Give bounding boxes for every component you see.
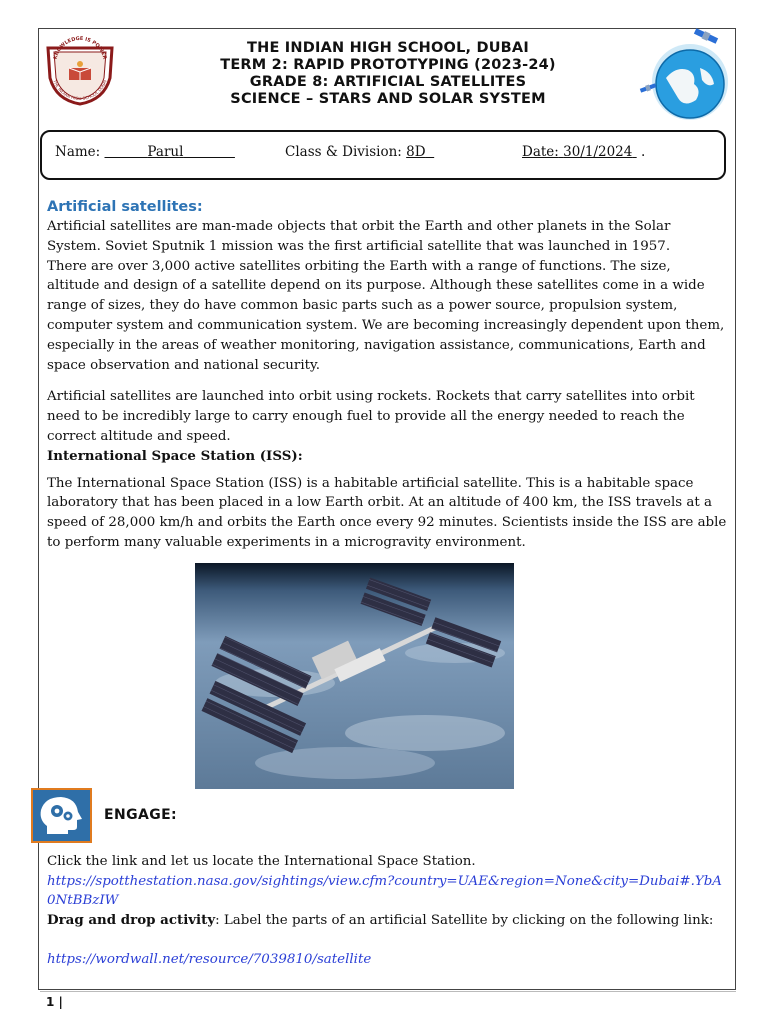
iss-photo (195, 563, 514, 789)
paragraph-intro: Artificial satellites are man-made objects that orbit the Earth and other planets in the Solar System. Soviet Sputnik 1 mission was the first artificial satellite that was launched in 1957. (47, 219, 671, 254)
activities-section (47, 852, 727, 970)
grade-title: GRADE 8: ARTIFICIAL SATELLITES (249, 74, 527, 90)
term-title: TERM 2: RAPID PROTOTYPING (2023-24) (220, 57, 556, 73)
wordwall-link[interactable]: https://wordwall.net/resource/7039810/satellite (47, 952, 372, 968)
drag-drop-instructions: : Label the parts of an artificial Satellite by clicking on the following link: (215, 912, 714, 928)
subject-title: SCIENCE – STARS AND SOLAR SYSTEM (230, 91, 546, 107)
school-logo (44, 34, 116, 106)
school-name: THE INDIAN HIGH SCHOOL, DUBAI (247, 40, 529, 56)
student-info-box (40, 130, 726, 180)
paragraph-iss: The International Space Station (ISS) is a habitable artificial satellite. This is a habitable space laboratory that has been placed in a low Earth orbit. At an altitude of 400 km, the ISS travels at a speed of 28,000 km/h and orbits the Earth once every 92 minutes. Scientists inside the ISS are able to perform many valuable experiments in a microgravity environment. (47, 475, 727, 550)
engage-label: ENGAGE: (104, 807, 178, 823)
spot-the-station-link-container (47, 872, 727, 911)
main-content (47, 198, 727, 553)
paragraph-active-satellites: There are over 3,000 active satellites orbiting the Earth with a range of functions. The size, altitude and design of a satellite depend on its purpose. Although these satellites come in a wide range of sizes, they do have common basic parts such as a power source, propulsion system, computer system and communication system. We are becoming increasingly dependent upon them, especially in the areas of weather monitoring, navigation assistance, communications, Earth and space observation and national security. (47, 258, 725, 373)
class-value: 8D (406, 144, 426, 160)
name-field (55, 144, 235, 160)
head-gears-icon (31, 788, 92, 843)
date-field: Date: 30/1/2024 . (522, 144, 646, 160)
name-value: Parul (147, 144, 184, 160)
class-field (285, 144, 434, 160)
paragraph-rockets: Artificial satellites are launched into orbit using rockets. Rockets that carry satellites into orbit need to be incredibly large to carry enough fuel to provide all the energy needed to reach the correct altitude and speed. (47, 389, 695, 444)
drag-drop-label: Drag and drop activity (47, 911, 216, 928)
name-label: Name: (55, 144, 101, 160)
document-header (140, 40, 636, 108)
logo-motto: KNOWLEDGE IS POWER (52, 35, 108, 61)
date-label: Date: 30/1/2024 (522, 144, 633, 160)
drag-drop-text (47, 911, 727, 931)
class-label: Class & Division: (285, 144, 402, 160)
globe-icon (636, 28, 734, 128)
page-number: 1 | (46, 995, 63, 1009)
section-title-artificial-satellites: Artificial satellites: (47, 199, 203, 215)
spot-the-station-link[interactable]: https://spotthestation.nasa.gov/sightings/view.cfm?country=UAE&region=None&city=Dubai#.YbA0NtBBzIW (47, 873, 722, 909)
logo-ring-text: THE INDIAN HIGH SCHOOL DUBAI (52, 79, 108, 102)
footer-divider (40, 991, 736, 992)
date-value: 30/1/2024 (563, 144, 633, 160)
section-title-iss: International Space Station (ISS): (47, 447, 303, 464)
locate-iss-text: Click the link and let us locate the International Space Station. (47, 854, 476, 869)
